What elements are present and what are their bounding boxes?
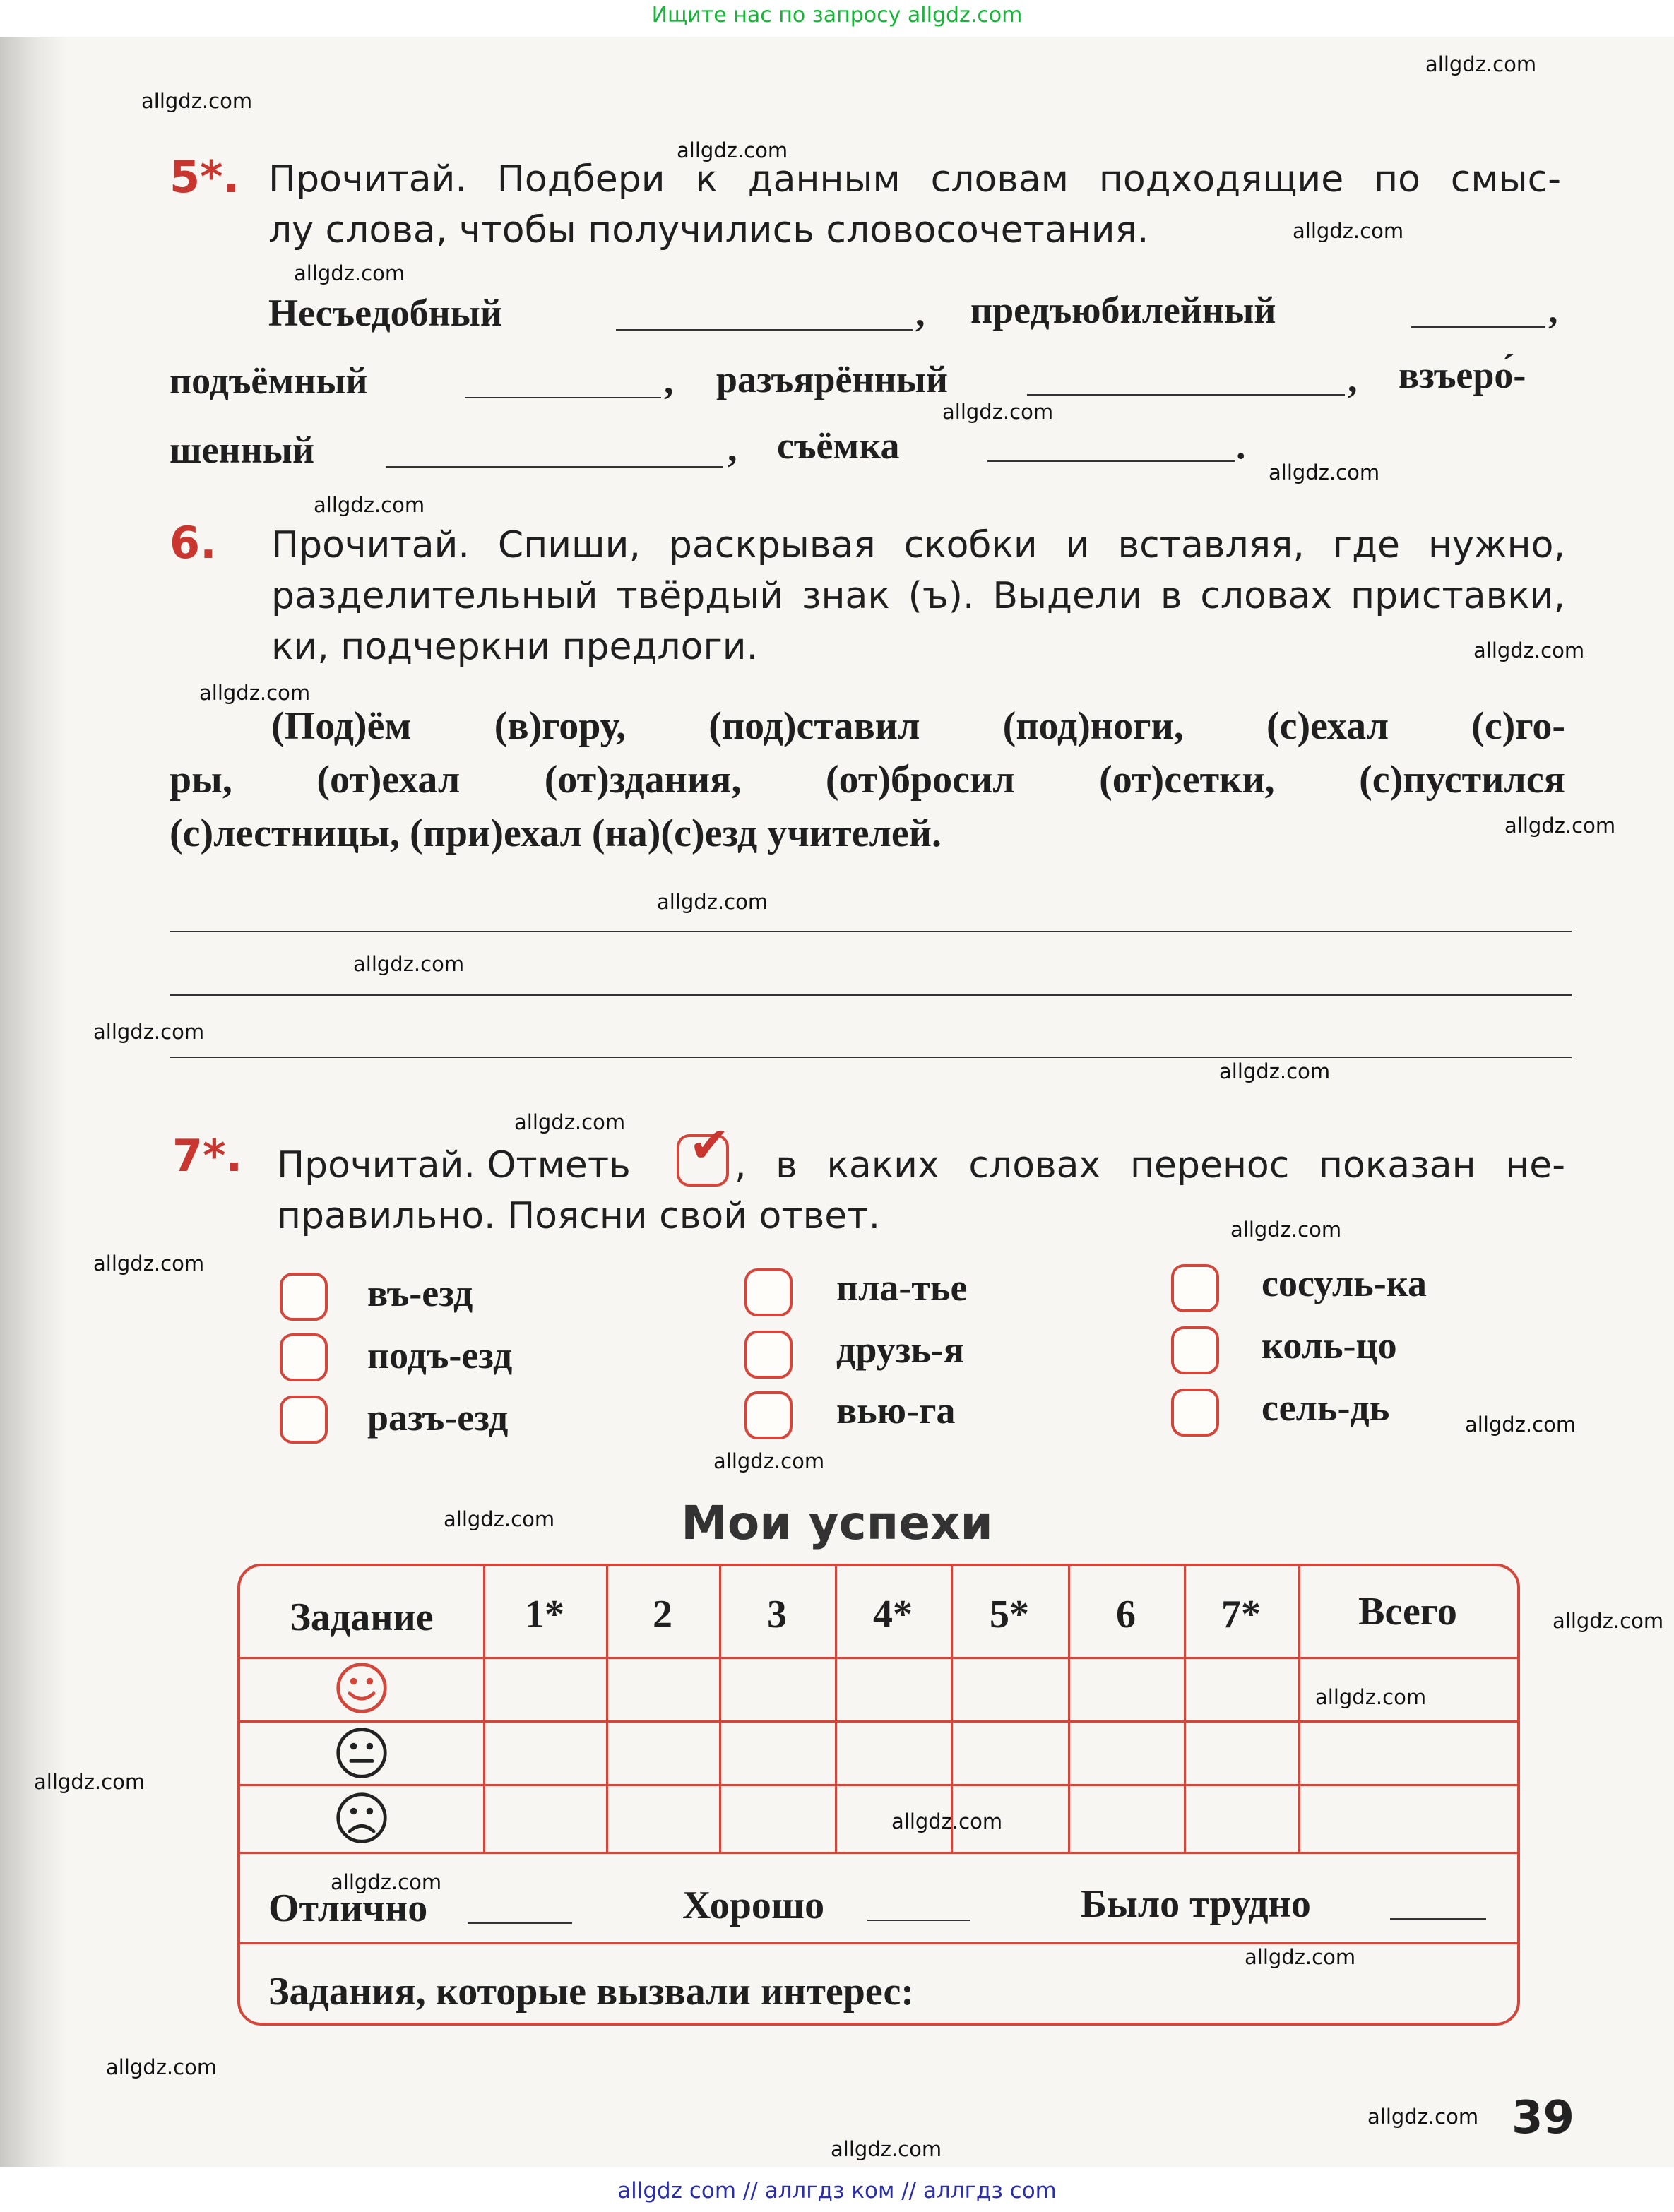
top-search-hint[interactable]: Ищите нас по запросу allgdz.com	[651, 3, 1023, 28]
checkbox-druzya[interactable]	[744, 1331, 793, 1379]
word-predyubileinyi: предъюбилейный	[970, 289, 1276, 331]
label-excellent: Отлично	[268, 1886, 428, 1930]
option-druzya: друзь-я	[836, 1328, 965, 1371]
watermark: allgdz.com	[657, 890, 768, 914]
comma: ,	[915, 292, 925, 334]
period: .	[1236, 424, 1246, 467]
watermark: allgdz.com	[1269, 460, 1380, 484]
header-6: 6	[1116, 1593, 1136, 1636]
watermark: allgdz.com	[331, 1870, 442, 1894]
answer-blank[interactable]	[468, 1922, 572, 1924]
smiley-neutral-icon	[335, 1726, 388, 1780]
table-rule	[240, 1852, 1517, 1854]
word-nesedobnyi: Несъедобный	[268, 292, 503, 334]
table-rule	[240, 1657, 1517, 1659]
watermark: allgdz.com	[444, 1507, 555, 1531]
task6-instruction-line2: разделительный твёрдый знак (ъ). Выдели в словах приставки,	[271, 575, 1565, 617]
task6-instruction-line1: Прочитай. Спиши, раскрывая скобки и вставляя, где нужно,	[271, 524, 1565, 566]
table-rule	[240, 1720, 1517, 1723]
watermark: allgdz.com	[34, 1770, 146, 1794]
answer-blank[interactable]	[987, 460, 1235, 462]
answer-blank[interactable]	[616, 329, 913, 331]
checkbox-platye[interactable]	[744, 1268, 793, 1316]
watermark: allgdz.com	[1504, 814, 1616, 838]
page-number: 39	[1512, 2092, 1575, 2144]
watermark: allgdz.com	[353, 952, 465, 976]
watermark: allgdz.com	[1425, 52, 1537, 76]
watermark: allgdz.com	[1315, 1685, 1427, 1709]
header-5: 5*	[990, 1593, 1029, 1636]
watermark: allgdz.com	[677, 138, 788, 162]
header-1: 1*	[525, 1593, 564, 1636]
header-total: Всего	[1358, 1590, 1457, 1634]
watermark: allgdz.com	[713, 1449, 825, 1473]
watermark: allgdz.com	[141, 89, 253, 113]
watermark: allgdz.com	[1219, 1059, 1331, 1083]
checkbox-razezd[interactable]	[280, 1396, 328, 1444]
answer-blank[interactable]	[1390, 1918, 1486, 1920]
header-3: 3	[767, 1593, 787, 1636]
table-rule	[240, 1784, 1517, 1786]
task7-instruction-line2: правильно. Поясни свой ответ.	[277, 1195, 881, 1237]
task7-instruction-part1: Прочитай. Отметь	[277, 1144, 631, 1187]
header-4: 4*	[873, 1593, 913, 1636]
task6-number: 6.	[170, 517, 217, 569]
task5-number: 5*.	[170, 151, 240, 203]
page-binding-shadow	[0, 28, 67, 2189]
task7-number: 7*.	[172, 1130, 243, 1182]
header-task: Задание	[290, 1595, 434, 1639]
bottom-banner	[0, 2167, 1674, 2212]
checkbox-sosulka[interactable]	[1171, 1264, 1219, 1312]
smiley-sad-icon	[335, 1791, 388, 1845]
watermark: allgdz.com	[1293, 219, 1404, 243]
checkbox-koltso[interactable]	[1171, 1326, 1219, 1374]
watermark: allgdz.com	[294, 261, 405, 285]
option-vyuga: вью-га	[836, 1389, 956, 1432]
task6-text-line1: (Под)ём (в)гору, (под)ставил (под)ноги, (с)ехал (с)го-	[271, 704, 1565, 748]
option-razezd: разъ-езд	[367, 1396, 509, 1439]
checkbox-seld[interactable]	[1171, 1389, 1219, 1437]
watermark: allgdz.com	[1465, 1413, 1577, 1437]
task5-instruction-line1: Прочитай. Подбери к данным словам подходящие по смыс-	[268, 158, 1561, 201]
watermark: allgdz.com	[514, 1110, 626, 1134]
table-rule	[240, 1942, 1517, 1944]
watermark: allgdz.com	[199, 681, 311, 705]
top-banner	[0, 0, 1674, 37]
task6-instruction-line3: ки, подчеркни предлоги.	[271, 626, 759, 668]
answer-blank[interactable]	[1411, 326, 1545, 328]
label-good: Хорошо	[682, 1884, 825, 1927]
watermark: allgdz.com	[942, 400, 1054, 424]
answer-blank[interactable]	[386, 466, 723, 468]
watermark: allgdz.com	[1230, 1218, 1342, 1242]
watermark: allgdz.com	[1367, 2105, 1479, 2129]
checkmark-icon: ✔	[689, 1116, 730, 1174]
option-podezd: подъ-езд	[367, 1334, 513, 1376]
word-podyomnyi: подъёмный	[170, 359, 368, 402]
answer-blank[interactable]	[1027, 394, 1345, 396]
answer-blank[interactable]	[465, 397, 661, 398]
checkbox-vezd[interactable]	[280, 1273, 328, 1321]
bottom-links[interactable]: allgdz com // аллгдз ком // аллгдз com	[617, 2178, 1057, 2204]
watermark: allgdz.com	[1473, 638, 1585, 662]
task7-instruction-part2: , в каких словах перенос показан не-	[735, 1144, 1565, 1187]
watermark: allgdz.com	[1553, 1609, 1664, 1633]
success-heading: Мои успехи	[681, 1496, 993, 1550]
comma: ,	[1548, 289, 1558, 331]
label-interest: Задания, которые вызвали интерес:	[268, 1970, 914, 2014]
watermark: allgdz.com	[93, 1251, 205, 1276]
writing-line[interactable]	[170, 1057, 1572, 1058]
writing-line[interactable]	[170, 931, 1572, 932]
option-sosulka: сосуль-ка	[1262, 1262, 1427, 1304]
watermark: allgdz.com	[831, 2137, 942, 2161]
smiley-happy-icon	[335, 1661, 388, 1715]
watermark: allgdz.com	[1245, 1945, 1356, 1969]
answer-blank[interactable]	[867, 1920, 970, 1921]
task5-instruction-line2: лу слова, чтобы получились словосочетания.	[268, 209, 1149, 251]
watermark: allgdz.com	[106, 2055, 218, 2079]
checkbox-vyuga[interactable]	[744, 1391, 793, 1439]
writing-line[interactable]	[170, 994, 1572, 996]
option-seld: сель-дь	[1262, 1386, 1390, 1429]
option-vezd: въ-езд	[367, 1272, 473, 1314]
task6-text-line3: (с)лестницы, (при)ехал (на)(с)езд учителей.	[170, 811, 942, 855]
comma: ,	[664, 359, 674, 402]
comma: ,	[728, 427, 737, 470]
option-platye: пла-тье	[836, 1266, 968, 1309]
header-2: 2	[653, 1593, 672, 1636]
word-syomka: съёмка	[777, 424, 900, 467]
watermark: allgdz.com	[93, 1020, 205, 1044]
checkbox-podezd[interactable]	[280, 1333, 328, 1381]
watermark: allgdz.com	[891, 1809, 1003, 1833]
option-koltso: коль-цо	[1262, 1324, 1397, 1367]
word-vzyero-part2: шенный	[170, 429, 315, 471]
label-hard: Было трудно	[1081, 1882, 1311, 1926]
header-7: 7*	[1221, 1593, 1261, 1636]
comma: ,	[1348, 358, 1358, 400]
task6-text-line2: ры, (от)ехал (от)здания, (от)бросил (от)сетки, (с)пустился	[170, 758, 1565, 802]
watermark: allgdz.com	[314, 493, 425, 517]
word-vzyero-part1: взъеро́-	[1399, 354, 1526, 396]
word-razyaryonnyi: разъярённый	[716, 358, 949, 400]
